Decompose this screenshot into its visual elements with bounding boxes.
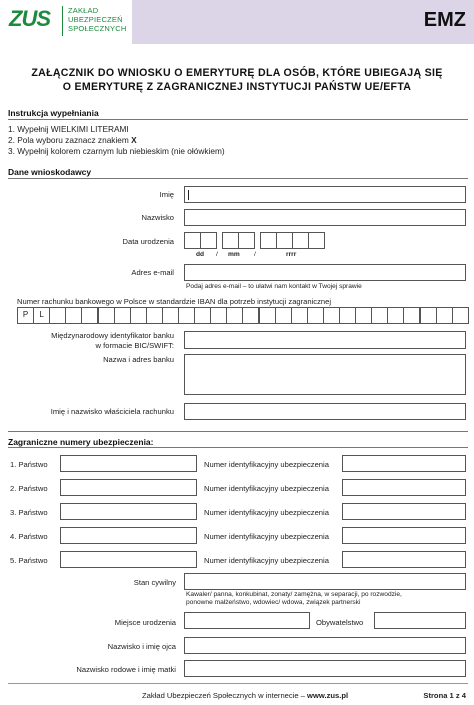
iban-digit-cell[interactable] bbox=[178, 307, 195, 324]
page-number: Strona 1 z 4 bbox=[423, 691, 466, 700]
id-label-5: Numer identyfikacyjny ubezpieczenia bbox=[204, 556, 329, 565]
bank-account-label: Numer rachunku bankowego w Polsce w standardzie IBAN dla potrzeb instytucji zagranicznej bbox=[17, 297, 332, 306]
zus-logo: ZUS bbox=[9, 6, 50, 31]
footer-text bbox=[142, 691, 348, 700]
email-hint: Podaj adres e-mail – to ułatwi nam kontakt w Twojej sprawie bbox=[186, 283, 362, 290]
instruction-2-text: 2. Pola wyboru zaznacz znakiem bbox=[8, 135, 132, 145]
iban-digit-cell[interactable] bbox=[291, 307, 308, 324]
mother-field[interactable] bbox=[184, 660, 466, 677]
iban-digit-cell[interactable] bbox=[98, 307, 115, 324]
org-line-3: SPOŁECZNYCH bbox=[68, 24, 127, 33]
iban-country-l: L bbox=[33, 307, 50, 324]
country-label-3: 3. Państwo bbox=[10, 508, 48, 517]
iban-digit-cell[interactable] bbox=[146, 307, 163, 324]
father-field[interactable] bbox=[184, 637, 466, 654]
iban-digit-cell[interactable] bbox=[355, 307, 372, 324]
country-field-4[interactable] bbox=[60, 527, 197, 544]
iban-digit-cell[interactable] bbox=[339, 307, 356, 324]
id-label-2: Numer identyfikacyjny ubezpieczenia bbox=[204, 484, 329, 493]
text-cursor bbox=[188, 190, 189, 200]
id-label-3: Numer identyfikacyjny ubezpieczenia bbox=[204, 508, 329, 517]
org-line-1: ZAKŁAD bbox=[68, 6, 99, 15]
country-label-2: 2. Państwo bbox=[10, 484, 48, 493]
mm-hint: mm bbox=[228, 251, 240, 258]
first-name-field[interactable] bbox=[184, 186, 466, 203]
date-cell[interactable] bbox=[184, 232, 201, 249]
footer-prefix: Zakład Ubezpieczeń Społecznych w internecie – bbox=[142, 691, 308, 700]
marital-field[interactable] bbox=[184, 573, 466, 590]
id-field-2[interactable] bbox=[342, 479, 466, 496]
dd-hint: dd bbox=[196, 251, 205, 258]
instruction-2 bbox=[8, 135, 137, 145]
birthplace-label: Miejsce urodzenia bbox=[114, 618, 176, 627]
marital-label: Stan cywilny bbox=[133, 578, 176, 587]
country-label-1: 1. Państwo bbox=[10, 460, 48, 469]
date-cell[interactable] bbox=[200, 232, 217, 249]
date-cell[interactable] bbox=[222, 232, 239, 249]
iban-digit-cell[interactable] bbox=[436, 307, 453, 324]
birth-date-label: Data urodzenia bbox=[122, 237, 174, 246]
country-field-5[interactable] bbox=[60, 551, 197, 568]
iban-digit-cell[interactable] bbox=[130, 307, 147, 324]
instruction-1: 1. Wypełnij WIELKIMI LITERAMI bbox=[8, 124, 129, 134]
citizenship-field[interactable] bbox=[374, 612, 466, 629]
iban-digit-cell[interactable] bbox=[259, 307, 276, 324]
divider bbox=[8, 683, 468, 684]
divider bbox=[8, 119, 468, 120]
divider bbox=[8, 447, 468, 448]
iban-digit-cell[interactable] bbox=[49, 307, 66, 324]
iban-digit-cell[interactable] bbox=[387, 307, 404, 324]
date-cell[interactable] bbox=[238, 232, 255, 249]
iban-digit-cell[interactable] bbox=[226, 307, 243, 324]
org-line-2: UBEZPIECZEŃ bbox=[68, 15, 123, 24]
surname-field[interactable] bbox=[184, 209, 466, 226]
iban-digit-cell[interactable] bbox=[162, 307, 179, 324]
iban-field[interactable] bbox=[17, 307, 469, 324]
divider bbox=[8, 178, 468, 179]
form-code: EMZ bbox=[423, 9, 466, 31]
date-slash: / bbox=[216, 251, 218, 258]
instruction-3: 3. Wypełnij kolorem czarnym lub niebieskim (nie ołówkiem) bbox=[8, 146, 225, 156]
id-field-4[interactable] bbox=[342, 527, 466, 544]
bank-name-label: Nazwa i adres banku bbox=[103, 355, 174, 364]
id-field-3[interactable] bbox=[342, 503, 466, 520]
date-cell[interactable] bbox=[276, 232, 293, 249]
iban-digit-cell[interactable] bbox=[275, 307, 292, 324]
date-cell[interactable] bbox=[260, 232, 277, 249]
bank-name-field[interactable] bbox=[184, 354, 466, 395]
title-line-2: O EMERYTURĘ Z ZAGRANICZNEJ INSTYTUCJI PAŃSTW UE/EFTA bbox=[62, 81, 412, 93]
marital-hint-2: ponowne małżeństwo, wdowiec/ wdowa, związek partnerski bbox=[186, 599, 361, 606]
bic-label-1: Międzynarodowy identyfikator banku bbox=[51, 331, 174, 340]
iban-digit-cell[interactable] bbox=[210, 307, 227, 324]
iban-digit-cell[interactable] bbox=[371, 307, 388, 324]
date-cell[interactable] bbox=[308, 232, 325, 249]
foreign-heading: Zagraniczne numery ubezpieczenia: bbox=[8, 437, 154, 447]
iban-digit-cell[interactable] bbox=[452, 307, 469, 324]
email-field[interactable] bbox=[184, 264, 466, 281]
applicant-heading: Dane wnioskodawcy bbox=[8, 167, 92, 177]
bic-field[interactable] bbox=[184, 331, 466, 349]
iban-digit-cell[interactable] bbox=[194, 307, 211, 324]
country-field-3[interactable] bbox=[60, 503, 197, 520]
birthplace-field[interactable] bbox=[184, 612, 310, 629]
country-label-5: 5. Państwo bbox=[10, 556, 48, 565]
country-field-1[interactable] bbox=[60, 455, 197, 472]
iban-digit-cell[interactable] bbox=[420, 307, 437, 324]
iban-digit-cell[interactable] bbox=[323, 307, 340, 324]
iban-digit-cell[interactable] bbox=[307, 307, 324, 324]
footer-link[interactable]: www.zus.pl bbox=[307, 691, 349, 700]
iban-digit-cell[interactable] bbox=[403, 307, 420, 324]
iban-digit-cell[interactable] bbox=[114, 307, 131, 324]
owner-label: Imię i nazwisko właściciela rachunku bbox=[50, 407, 174, 416]
x-mark: X bbox=[131, 135, 137, 145]
country-field-2[interactable] bbox=[60, 479, 197, 496]
org-name bbox=[68, 6, 126, 33]
email-label: Adres e-mail bbox=[131, 268, 174, 277]
iban-country-p: P bbox=[17, 307, 34, 324]
date-slash: / bbox=[254, 251, 256, 258]
citizenship-label: Obywatelstwo bbox=[316, 618, 364, 627]
birth-date-field[interactable] bbox=[184, 232, 316, 249]
marital-hint-1: Kawaler/ panna, konkubinat, zonaty/ zamężna, w separacji, po rozwodzie, bbox=[186, 591, 402, 598]
country-label-4: 4. Państwo bbox=[10, 532, 48, 541]
first-name-label: Imię bbox=[159, 190, 174, 199]
owner-field[interactable] bbox=[184, 403, 466, 420]
bic-label-2: w formacie BIC/SWIFT: bbox=[95, 341, 174, 350]
yyyy-hint: rrrr bbox=[286, 251, 297, 258]
id-field-5[interactable] bbox=[342, 551, 466, 568]
id-label-1: Numer identyfikacyjny ubezpieczenia bbox=[204, 460, 329, 469]
id-label-4: Numer identyfikacyjny ubezpieczenia bbox=[204, 532, 329, 541]
instructions-heading: Instrukcja wypełniania bbox=[8, 108, 99, 118]
iban-digit-cell[interactable] bbox=[81, 307, 98, 324]
iban-digit-cell[interactable] bbox=[65, 307, 82, 324]
title-line-1: ZAŁĄCZNIK DO WNIOSKU O EMERYTURĘ DLA OSÓB, KTÓRE UBIEGAJĄ SIĘ bbox=[31, 67, 443, 79]
logo-divider bbox=[62, 6, 63, 36]
iban-digit-cell[interactable] bbox=[242, 307, 259, 324]
id-field-1[interactable] bbox=[342, 455, 466, 472]
surname-label: Nazwisko bbox=[141, 213, 174, 222]
father-label: Nazwisko i imię ojca bbox=[107, 642, 176, 651]
date-cell[interactable] bbox=[292, 232, 309, 249]
divider bbox=[8, 431, 468, 432]
mother-label: Nazwisko rodowe i imię matki bbox=[76, 665, 176, 674]
